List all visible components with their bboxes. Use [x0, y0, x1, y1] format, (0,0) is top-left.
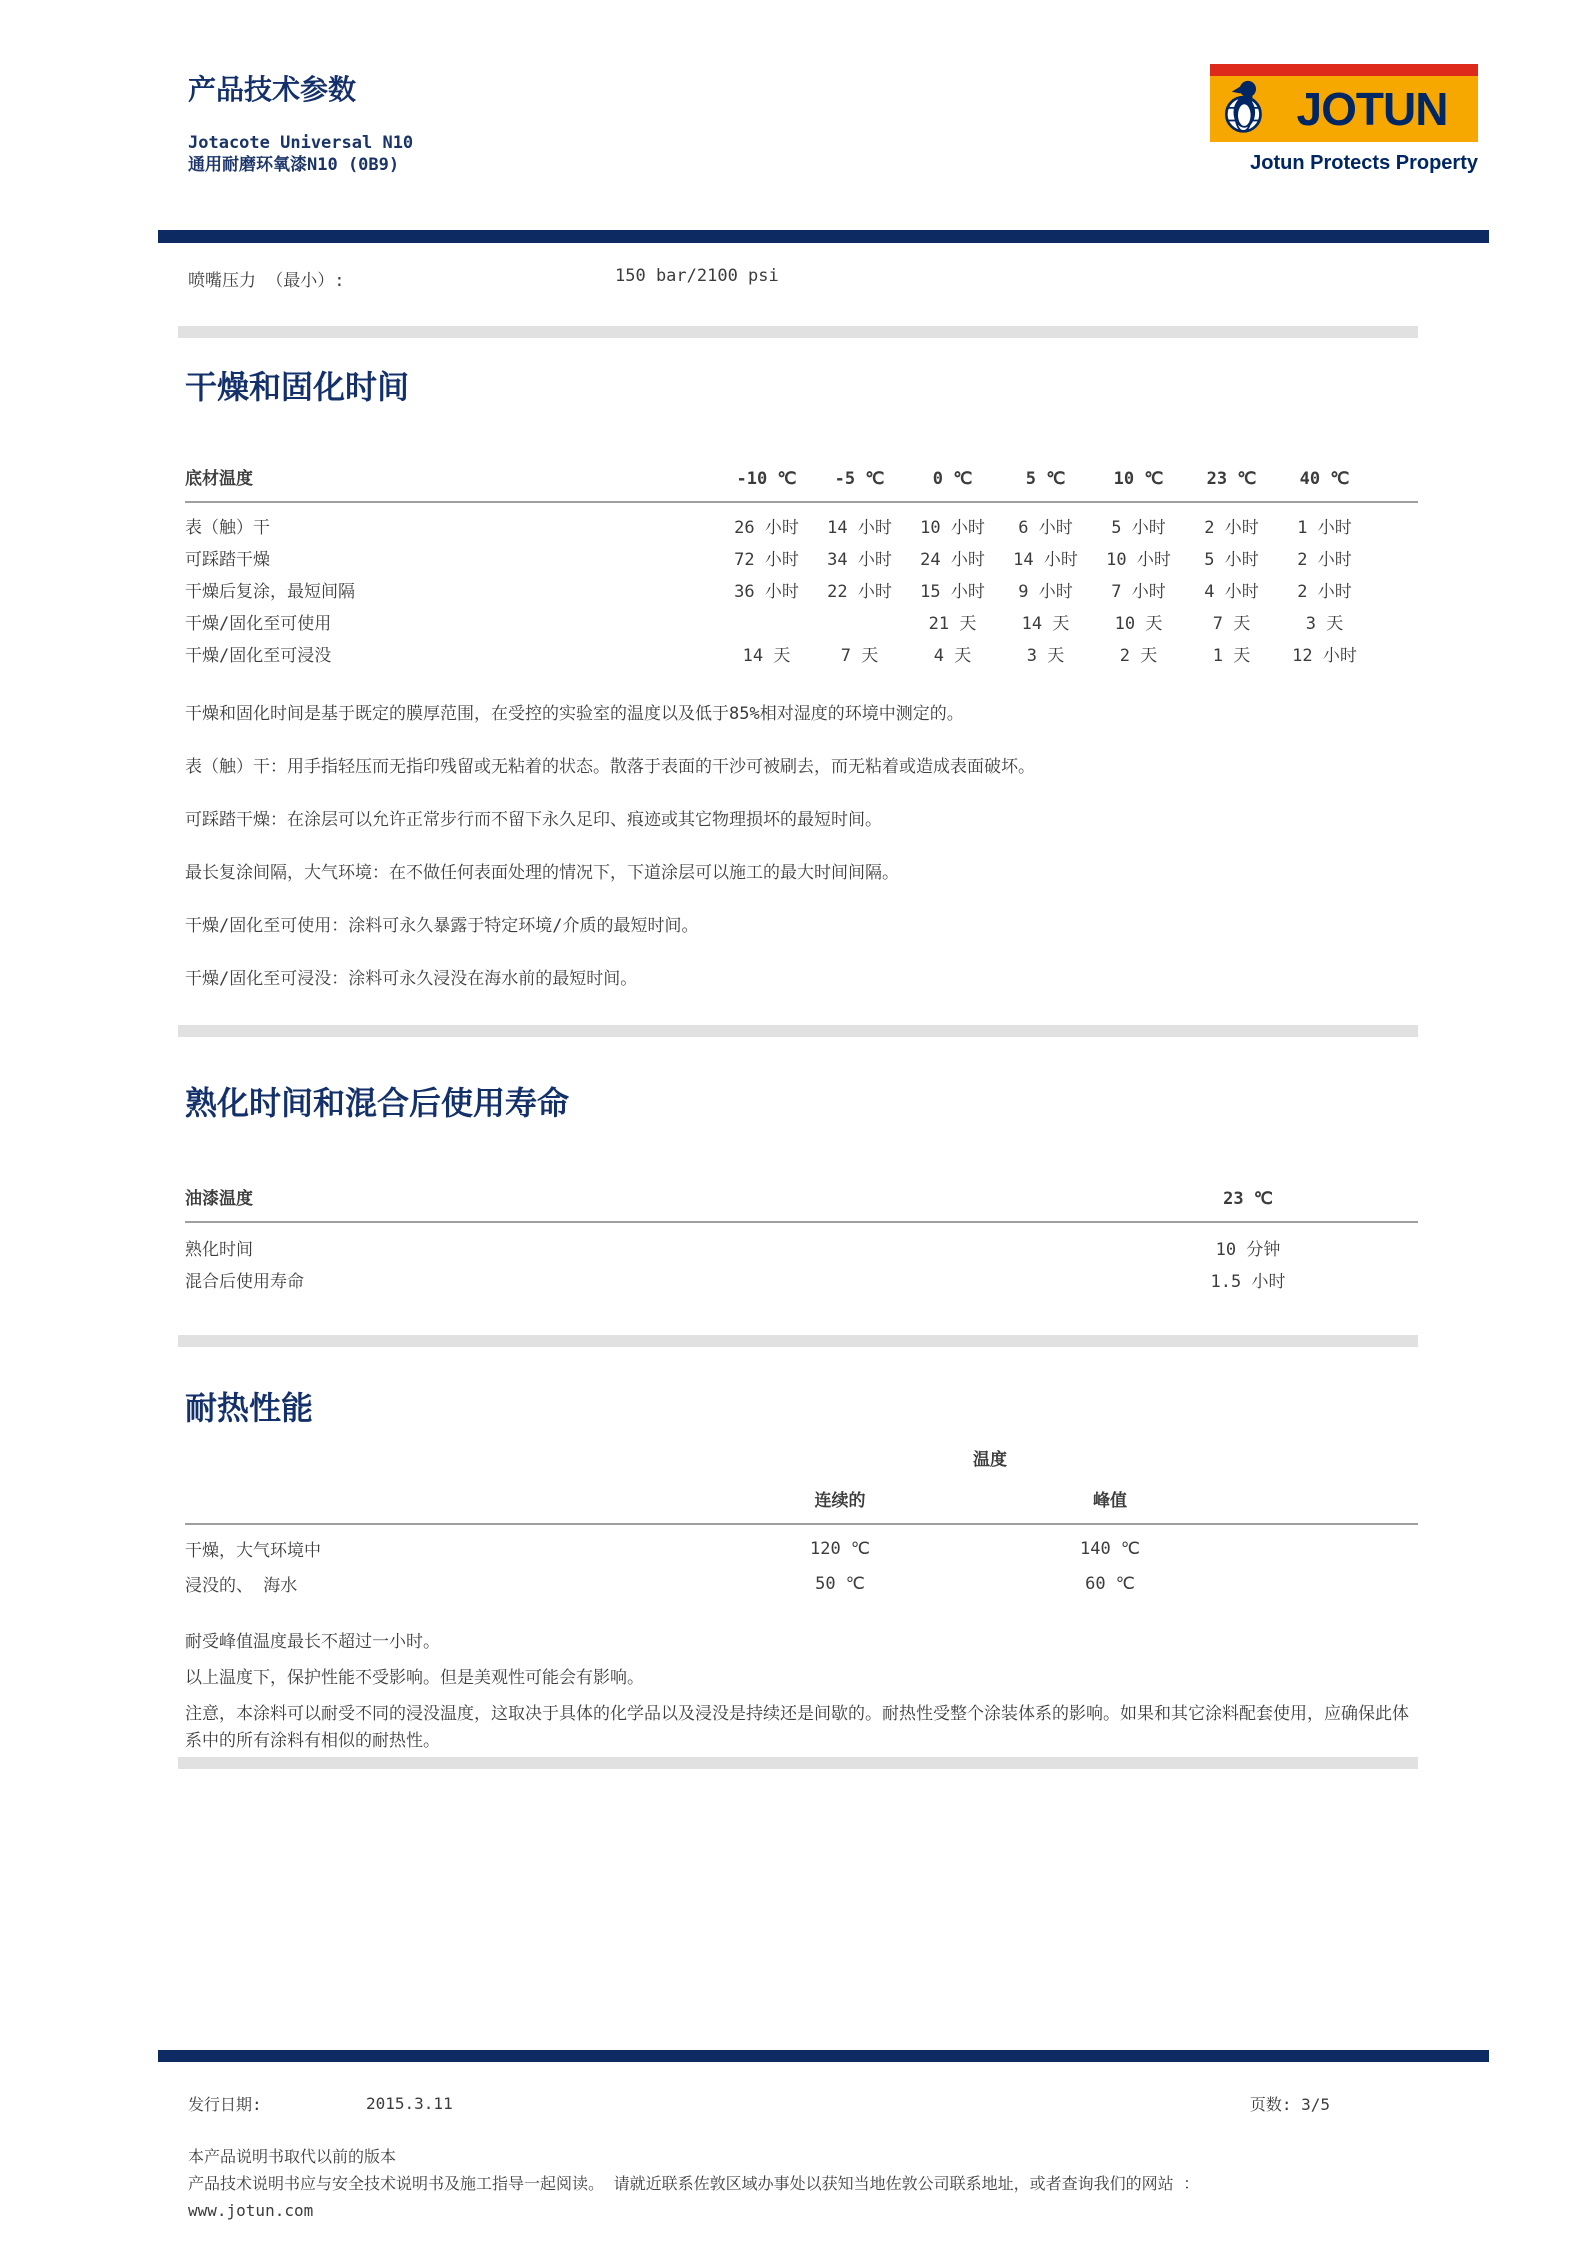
row-label: 干燥，大气环境中 — [185, 1541, 321, 1561]
table-cell: 3 天 — [1026, 645, 1065, 666]
issue-date-value: 2015.3.11 — [366, 2094, 453, 2113]
heat-table — [185, 1445, 1418, 1601]
footer-website: www.jotun.com — [188, 2201, 314, 2220]
row-label: 干燥/固化至可使用 — [185, 613, 332, 634]
penguin-globe-icon — [1220, 78, 1274, 140]
note-text: 最长复涂间隔，大气环境：在不做任何表面处理的情况下，下道涂层可以施工的最大时间间隔。 — [185, 863, 899, 883]
heat-table-body — [185, 1525, 1418, 1601]
table-cell: 1 天 — [1212, 645, 1251, 666]
table-cell: 120 ℃ — [809, 1538, 871, 1559]
table-row — [185, 605, 1418, 637]
row-label: 表（触）干 — [185, 517, 270, 538]
table-cell: 2 小时 — [1297, 581, 1352, 602]
table-cell: 26 小时 — [734, 517, 799, 538]
table-cell: 2 小时 — [1204, 517, 1259, 538]
note-text: 干燥/固化至可使用：涂料可永久暴露于特定环境/介质的最短时间。 — [185, 916, 699, 936]
table-cell: 2 天 — [1119, 645, 1158, 666]
footer-navy-rule — [158, 2050, 1489, 2062]
header — [188, 68, 413, 176]
table-cell: 7 天 — [1212, 613, 1251, 634]
note-text: 注意，本涂料可以耐受不同的浸没温度，这取决于具体的化学品以及浸没是持续还是间歇的。耐热性受整个涂装体系的影响。如果和其它涂料配套使用，应确保此体系中的所有涂料有相似的耐热性。 — [185, 1704, 1409, 1751]
note-text: 可踩踏干燥：在涂层可以允许正常步行而不留下永久足印、痕迹或其它物理损坏的最短时间。 — [185, 810, 882, 830]
footer-meta-row — [188, 2092, 1418, 2115]
table-cell: 7 天 — [840, 645, 879, 666]
top-navy-rule — [158, 230, 1489, 243]
drying-notes — [185, 703, 1418, 990]
drying-section-title: 干燥和固化时间 — [185, 368, 410, 406]
table-cell: 7 小时 — [1111, 581, 1166, 602]
drying-table — [185, 464, 1418, 669]
table-cell: 24 小时 — [920, 549, 985, 570]
curing-table-header — [185, 1184, 1418, 1223]
note-text: 以上温度下，保护性能不受影响。但是美观性可能会有影响。 — [185, 1668, 644, 1688]
table-cell: 1.5 小时 — [1210, 1271, 1286, 1292]
heat-notes — [185, 1629, 1418, 1755]
table-cell: 3 天 — [1305, 613, 1344, 634]
table-cell: 1 小时 — [1297, 517, 1352, 538]
table-cell: 10 天 — [1114, 613, 1163, 634]
row-label: 浸没的、 海水 — [185, 1576, 298, 1596]
table-cell: 12 小时 — [1292, 645, 1357, 666]
table-cell: 14 天 — [742, 645, 791, 666]
page-title: 产品技术参数 — [188, 73, 357, 106]
curing-table-body — [185, 1223, 1418, 1295]
curing-table — [185, 1184, 1418, 1295]
table-cell: 4 天 — [933, 645, 972, 666]
table-cell: 21 天 — [928, 613, 977, 634]
row-label: 混合后使用寿命 — [185, 1271, 304, 1292]
table-cell: 5 小时 — [1111, 517, 1166, 538]
column-header-continuous: 连续的 — [814, 1491, 866, 1511]
table-row — [185, 1263, 1418, 1295]
spray-pressure-value: 150 bar/2100 psi — [615, 266, 779, 286]
table-cell: 22 小时 — [827, 581, 892, 602]
column-header: 0 ℃ — [932, 469, 973, 489]
footer-line-1: 本产品说明书取代以前的版本 — [188, 2147, 397, 2166]
page-number: 页数: 3/5 — [1249, 2095, 1330, 2114]
table-row — [185, 573, 1418, 605]
table-cell: 4 小时 — [1204, 581, 1259, 602]
column-header: 40 ℃ — [1299, 469, 1350, 489]
table-row — [185, 541, 1418, 573]
spacer — [185, 1486, 720, 1511]
table-cell: 10 小时 — [1106, 549, 1171, 570]
column-header: -10 ℃ — [736, 469, 797, 489]
section-divider-bar — [178, 326, 1418, 338]
table-cell: 14 小时 — [1013, 549, 1078, 570]
note-text: 干燥和固化时间是基于既定的膜厚范围，在受控的实验室的温度以及低于85%相对湿度的环境中测定的。 — [185, 704, 964, 724]
table-cell: 6 小时 — [1018, 517, 1073, 538]
table-cell: 60 ℃ — [1085, 1573, 1135, 1594]
table-row — [185, 1231, 1418, 1263]
heat-table-group-header-row — [185, 1445, 1418, 1470]
table-row — [185, 1566, 1418, 1601]
issue-date-label: 发行日期: — [188, 2095, 262, 2114]
logo-red-bar — [1210, 64, 1478, 76]
drying-section — [185, 362, 1418, 1021]
drying-table-body — [185, 503, 1418, 669]
heat-table-column-header-row — [185, 1486, 1418, 1525]
table-cell: 140 ℃ — [1079, 1538, 1141, 1559]
table-cell: 36 小时 — [734, 581, 799, 602]
spray-pressure-label: 喷嘴压力 （最小）: — [188, 271, 345, 291]
row-label: 干燥/固化至可浸没 — [185, 645, 332, 666]
table-row — [185, 637, 1418, 669]
drying-table-header — [185, 464, 1418, 503]
table-cell: 10 小时 — [920, 517, 985, 538]
table-cell: 2 小时 — [1297, 549, 1352, 570]
column-header-peak: 峰值 — [1093, 1491, 1127, 1511]
column-header: 5 ℃ — [1025, 469, 1066, 489]
logo-tagline: Jotun Protects Property — [1250, 152, 1478, 174]
table-cell: 14 小时 — [827, 517, 892, 538]
spray-pressure-row — [188, 266, 779, 291]
table-row — [185, 1531, 1418, 1566]
footer-disclaimer — [188, 2143, 1418, 2224]
product-name-cn: 通用耐磨环氧漆N10 (0B9) — [188, 155, 400, 175]
table-cell: 10 分钟 — [1215, 1239, 1281, 1260]
curing-section — [185, 1078, 1418, 1295]
logo-wordmark: JOTUN — [1296, 83, 1448, 135]
note-text: 干燥/固化至可浸没：涂料可永久浸没在海水前的最短时间。 — [185, 969, 638, 989]
heat-group-header: 温度 — [973, 1450, 1007, 1470]
curing-header-label: 油漆温度 — [185, 1189, 253, 1209]
curing-section-title: 熟化时间和混合后使用寿命 — [185, 1084, 570, 1122]
table-cell: 34 小时 — [827, 549, 892, 570]
heat-section — [185, 1383, 1418, 1764]
table-cell: 14 天 — [1021, 613, 1070, 634]
spacer — [185, 1445, 720, 1470]
table-cell: 9 小时 — [1018, 581, 1073, 602]
note-text: 表（触）干：用手指轻压而无指印残留或无粘着的状态。散落于表面的干沙可被刷去，而无粘着或造成表面破坏。 — [185, 757, 1035, 777]
row-label: 熟化时间 — [185, 1239, 253, 1260]
product-name-en: Jotacote Universal N10 — [188, 133, 414, 153]
curing-header-value: 23 ℃ — [1223, 1189, 1273, 1209]
table-cell: 15 小时 — [920, 581, 985, 602]
jotun-logo — [1210, 64, 1478, 175]
column-header: 23 ℃ — [1206, 469, 1257, 489]
footer-line-2: 产品技术说明书应与安全技术说明书及施工指导一起阅读。 请就近联系佐敦区域办事处以获知当地佐敦公司联系地址，或者查询我们的网站 ： — [188, 2174, 1200, 2193]
column-header: -5 ℃ — [834, 469, 885, 489]
table-cell: 5 小时 — [1204, 549, 1259, 570]
row-label: 干燥后复涂，最短间隔 — [185, 581, 355, 602]
section-divider-bar — [178, 1335, 1418, 1347]
drying-table-header-label: 底材温度 — [185, 469, 253, 489]
section-divider-bar — [178, 1025, 1418, 1037]
table-cell: 72 小时 — [734, 549, 799, 570]
table-cell: 50 ℃ — [815, 1573, 865, 1594]
logo-yellow-panel — [1210, 76, 1478, 142]
note-text: 耐受峰值温度最长不超过一小时。 — [185, 1632, 440, 1652]
footer — [188, 2092, 1418, 2224]
heat-section-title: 耐热性能 — [185, 1389, 314, 1427]
row-label: 可踩踏干燥 — [185, 549, 270, 570]
section-divider-bar — [178, 1757, 1418, 1769]
column-header: 10 ℃ — [1113, 469, 1164, 489]
table-row — [185, 509, 1418, 541]
